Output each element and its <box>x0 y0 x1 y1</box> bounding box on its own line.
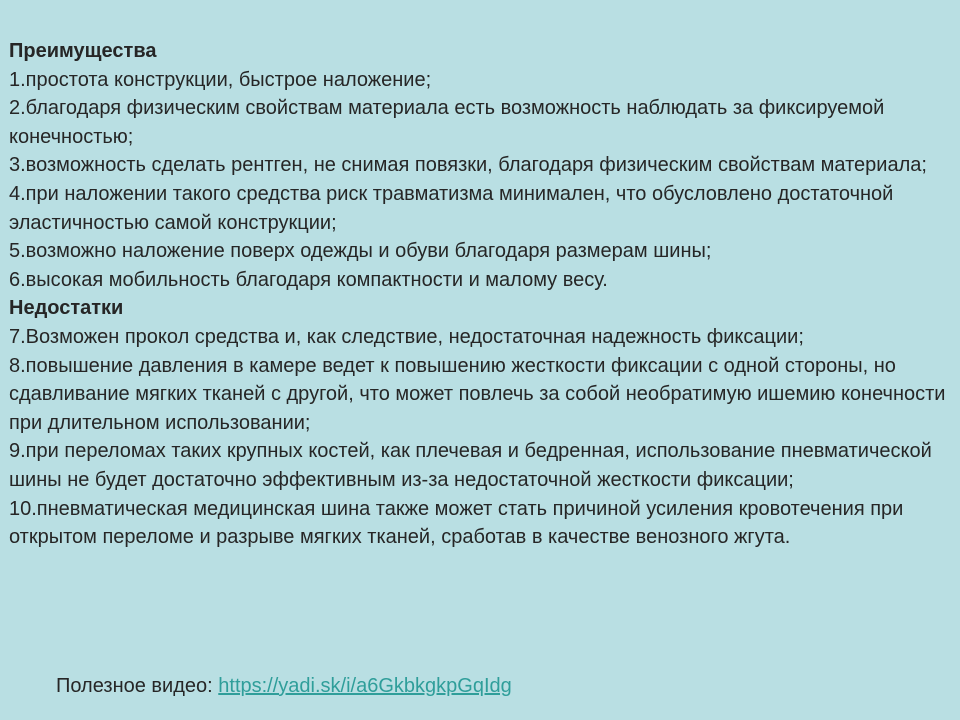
disadvantage-item-9: 9.при переломах таких крупных костей, как плечевая и бедренная, использование пневматической шины не будет достаточно эффективным из-за недостаточной жесткости фиксации; <box>9 440 932 491</box>
footer-video <box>56 672 512 700</box>
advantage-item-2: 2.благодаря физическим свойствам материала есть возможность наблюдать за фиксируемой конечностью; <box>9 97 885 148</box>
advantage-item-4: 4.при наложении такого средства риск травматизма минимален, что обусловлено достаточной эластичностью самой конструкции; <box>9 182 894 234</box>
video-link[interactable]: https://yadi.sk/i/a6GkbkgkpGqIdg <box>218 675 512 697</box>
advantage-item-1: 1.простота конструкции, быстрое наложение; <box>9 68 432 91</box>
advantages-heading: Преимущества <box>9 40 157 62</box>
advantage-item-3: 3.возможность сделать рентген, не снимая повязки, благодаря физическим свойствам материала; <box>9 154 927 177</box>
disadvantage-item-10: 10.пневматическая медицинская шина также может стать причиной усиления кровотечения при открытом переломе и разрыве мягких тканей, сработав в качестве венозного жгута. <box>9 497 904 549</box>
content-block <box>9 37 949 552</box>
disadvantage-item-7: 7.Возможен прокол средства и, как следствие, недостаточная надежность фиксации; <box>9 325 804 348</box>
footer-label: Полезное видео: <box>56 675 219 697</box>
advantage-item-6: 6.высокая мобильность благодаря компактности и малому весу. <box>9 268 608 291</box>
disadvantage-item-8: 8.повышение давления в камере ведет к повышению жесткости фиксации с одной стороны, но сдавливание мягких тканей с другой, что может повлечь за собой необратимую ишемию конечности при длительном использовании; <box>9 354 946 434</box>
advantage-item-5: 5.возможно наложение поверх одежды и обуви благодаря размерам шины; <box>9 240 712 263</box>
disadvantages-heading: Недостатки <box>9 297 124 320</box>
